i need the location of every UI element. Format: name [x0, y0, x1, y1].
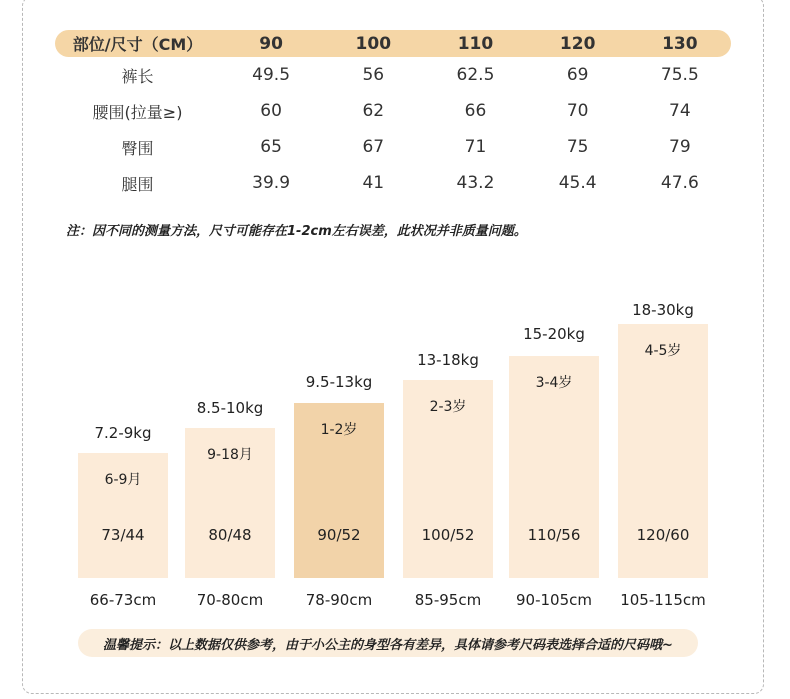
table-cell: 75.5: [660, 65, 699, 85]
height-range-label: 66-73cm: [89, 591, 157, 609]
table-cell: 79: [669, 137, 691, 157]
table-cell: 39.9: [252, 173, 291, 193]
table-cell: 49.5: [252, 65, 291, 85]
weight-label: 13-18kg: [417, 351, 479, 369]
table-row: [55, 165, 731, 201]
weight-label: 9.5-13kg: [305, 373, 373, 391]
weight-label: 8.5-10kg: [196, 399, 264, 417]
size-table: [55, 30, 731, 201]
table-cell: 62: [362, 101, 385, 121]
height-range-label: 90-105cm: [516, 591, 592, 609]
header-cell-size: 90: [259, 33, 283, 54]
header-cell-size: 110: [457, 33, 494, 54]
height-range-label: 85-95cm: [414, 591, 482, 609]
weight-label: 15-20kg: [523, 325, 585, 343]
age-label: 3-4岁: [535, 375, 573, 391]
table-cell: 45.4: [558, 173, 597, 193]
size-label: 110/56: [527, 526, 581, 544]
table-row: [55, 129, 731, 165]
table-cell: 66: [464, 101, 487, 121]
size-label: 73/44: [101, 526, 145, 544]
table-cell: 62.5: [456, 65, 495, 85]
warm-tip-text: 温馨提示：以上数据仅供参考，由于小公主的身型各有差异，具体请参考尺码表选择合适的尺码哦~: [103, 637, 673, 653]
height-range-label: 70-80cm: [196, 591, 264, 609]
table-cell: 69: [566, 65, 589, 85]
height-range-label: 78-90cm: [305, 591, 373, 609]
age-label: 9-18月: [207, 447, 253, 463]
size-table-header: [55, 30, 731, 57]
table-row: [55, 57, 731, 93]
measurement-note: 注：因不同的测量方法，尺寸可能存在1-2cm左右误差，此状况并非质量问题。: [66, 224, 527, 239]
header-cell-size: 130: [662, 33, 698, 54]
age-label: 2-3岁: [429, 399, 467, 415]
table-cell: 67: [362, 137, 385, 157]
table-cell: 47.6: [660, 173, 699, 193]
table-cell: 43.2: [456, 173, 495, 193]
size-label: 100/52: [421, 526, 475, 544]
row-label: 腰围(拉量≥): [92, 102, 183, 122]
weight-label: 18-30kg: [632, 301, 694, 319]
weight-label: 7.2-9kg: [94, 424, 152, 442]
header-cell-size: 100: [355, 33, 392, 54]
size-label: 90/52: [317, 526, 361, 544]
table-cell: 75: [566, 137, 589, 157]
table-cell: 56: [362, 65, 385, 85]
table-row: [55, 93, 731, 129]
row-label: 臀围: [121, 138, 154, 158]
header-cell-size: 120: [559, 33, 596, 54]
age-label: 1-2岁: [320, 422, 358, 438]
header-cell-label: 部位/尺寸（CM）: [72, 35, 203, 54]
size-label: 120/60: [636, 526, 690, 544]
table-cell: 41: [362, 173, 385, 193]
age-label: 4-5岁: [644, 343, 682, 359]
table-cell: 70: [566, 101, 589, 121]
size-bar: [403, 380, 493, 578]
table-cell: 71: [464, 137, 487, 157]
size-label: 80/48: [208, 526, 252, 544]
age-label: 6-9月: [104, 472, 142, 488]
size-bar: [185, 428, 275, 578]
size-bar-active: [294, 403, 384, 578]
size-bar: [618, 324, 708, 578]
warm-tip-banner: [78, 629, 698, 657]
size-bar: [78, 453, 168, 578]
size-bar: [509, 356, 599, 578]
height-range-label: 105-115cm: [620, 591, 706, 609]
table-cell: 65: [260, 137, 282, 157]
row-label: 腿围: [121, 174, 154, 194]
row-label: 裤长: [121, 66, 154, 86]
table-cell: 60: [260, 101, 282, 121]
table-cell: 74: [669, 101, 691, 121]
